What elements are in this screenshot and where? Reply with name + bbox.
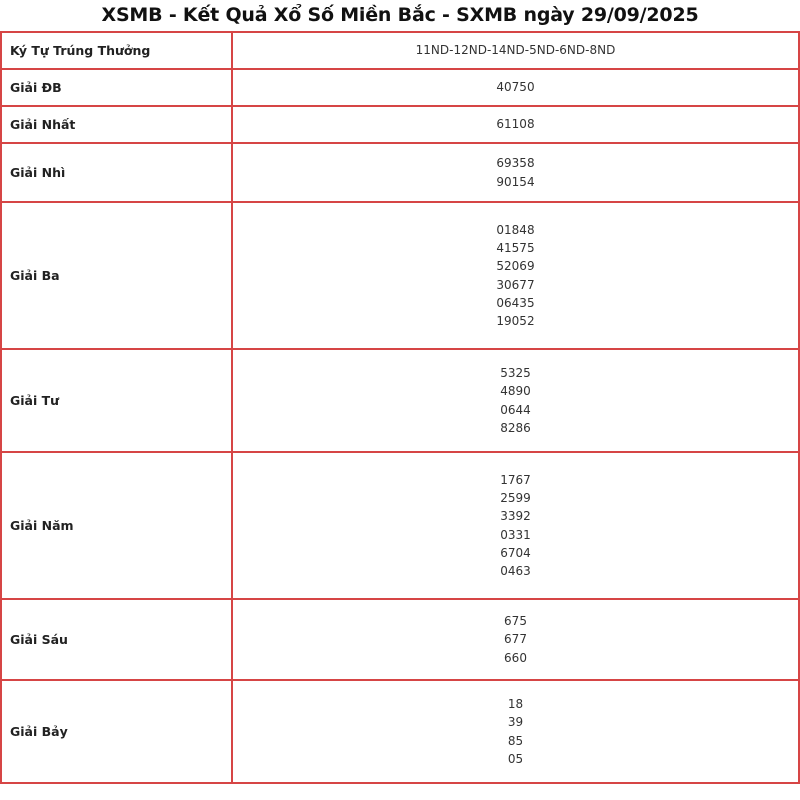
table-row: [1, 349, 799, 452]
prize-number: 40750: [496, 80, 535, 95]
prize-label: Giải Bảy: [1, 680, 232, 783]
prize-number: 06435: [496, 295, 535, 310]
prize-number: 0644: [500, 402, 531, 417]
prize-label: Giải Nhất: [1, 106, 232, 143]
prize-number: 675: [504, 614, 527, 629]
table-row: [1, 69, 799, 106]
prize-number: 2599: [500, 491, 531, 506]
prize-label: Giải Năm: [1, 452, 232, 599]
prize-values: [232, 143, 799, 202]
table-row: [1, 32, 799, 69]
prize-values: [232, 599, 799, 680]
table-row: [1, 202, 799, 349]
prize-number: 52069: [496, 259, 535, 274]
prize-number: 69358: [496, 156, 535, 171]
prize-number: 85: [507, 733, 524, 748]
table-row: [1, 680, 799, 783]
prize-number: 4890: [500, 384, 531, 399]
prize-number: 39: [507, 715, 524, 730]
prize-label: Ký Tự Trúng Thưởng: [1, 32, 232, 69]
prize-number: 677: [504, 632, 527, 647]
prize-number: 90154: [496, 174, 535, 189]
winning-codes: 11ND-12ND-14ND-5ND-6ND-8ND: [415, 43, 616, 58]
prize-label: Giải Nhì: [1, 143, 232, 202]
table-row: [1, 143, 799, 202]
prize-values: [232, 69, 799, 106]
table-row: [1, 106, 799, 143]
prize-values: [232, 452, 799, 599]
prize-number: 19052: [496, 313, 535, 328]
prize-label: Giải Sáu: [1, 599, 232, 680]
prize-number: 01848: [496, 222, 535, 237]
table-row: [1, 452, 799, 599]
prize-number: 05: [507, 751, 524, 766]
prize-label: Giải Tư: [1, 349, 232, 452]
prize-number: 0463: [500, 563, 531, 578]
prize-number: 0331: [500, 527, 531, 542]
prize-number: 3392: [500, 509, 531, 524]
lottery-results-table: [0, 31, 800, 784]
prize-number: 41575: [496, 241, 535, 256]
prize-values: [232, 349, 799, 452]
prize-values: [232, 106, 799, 143]
prize-values: [232, 32, 799, 69]
prize-number: 30677: [496, 277, 535, 292]
prize-number: 1767: [500, 472, 531, 487]
page-title: XSMB - Kết Quả Xổ Số Miền Bắc - SXMB ngày 29/09/2025: [101, 4, 699, 26]
prize-number: 18: [507, 697, 524, 712]
prize-number: 8286: [500, 420, 531, 435]
prize-label: Giải ĐB: [1, 69, 232, 106]
table-row: [1, 599, 799, 680]
prize-number: 5325: [500, 366, 531, 381]
prize-values: [232, 680, 799, 783]
prize-number: 61108: [496, 117, 535, 132]
prize-values: [232, 202, 799, 349]
prize-number: 660: [504, 650, 527, 665]
prize-number: 6704: [500, 545, 531, 560]
prize-label: Giải Ba: [1, 202, 232, 349]
